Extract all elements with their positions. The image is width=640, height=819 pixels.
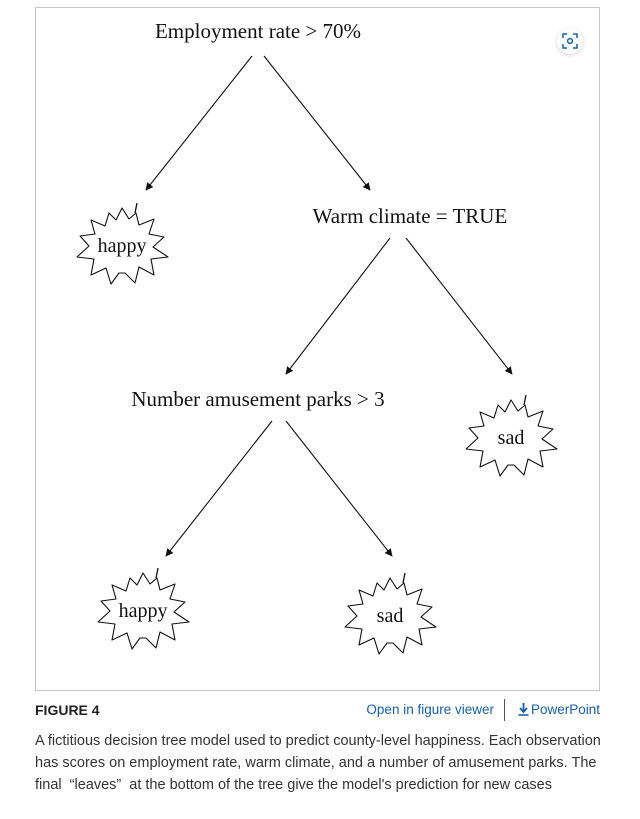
leaf-sad-1	[466, 395, 557, 476]
leaf-sad-1-label: sad	[497, 427, 525, 449]
powerpoint-link-label: PowerPoint	[530, 702, 600, 717]
figure-toolbar	[35, 700, 600, 722]
powerpoint-download-link[interactable]	[518, 702, 600, 717]
warm-climate-node-label: Warm climate = TRUE	[312, 204, 508, 228]
leaf-sad-2-label: sad	[376, 605, 404, 627]
leaf-happy-1	[77, 203, 168, 284]
amusement-parks-node-label: Number amusement parks > 3	[131, 387, 385, 411]
figure-image[interactable]	[35, 7, 600, 691]
figure-caption: A fictitious decision tree model used to predict county-level happiness. Each observation has scores on employment rate, warm climate, and a number of amusement parks. The final “leaves” at the bottom of the tree give the model's prediction for new cases	[35, 733, 601, 793]
edge-amusement-to-leaf-sad	[286, 421, 392, 556]
expand-view-icon	[562, 33, 578, 49]
decision-tree-diagram	[36, 8, 601, 692]
root-node-label: Employment rate > 70%	[154, 19, 362, 43]
leaf-happy-1-label: happy	[97, 235, 147, 257]
download-icon	[518, 703, 529, 716]
edge-warm-to-leaf-sad	[406, 238, 512, 374]
leaf-happy-2-label: happy	[118, 600, 168, 622]
edge-root-to-warm-climate	[264, 56, 370, 190]
open-figure-viewer-link[interactable]: Open in figure viewer	[366, 702, 494, 717]
edge-root-to-leaf-happy	[146, 56, 252, 190]
edge-warm-to-amusement	[286, 238, 390, 374]
leaf-happy-2	[98, 568, 189, 649]
leaf-sad-2	[345, 573, 436, 654]
expand-figure-button[interactable]	[557, 28, 583, 54]
figure-number: FIGURE 4	[35, 702, 100, 718]
edge-amusement-to-leaf-happy	[166, 421, 272, 556]
toolbar-divider	[504, 699, 505, 721]
